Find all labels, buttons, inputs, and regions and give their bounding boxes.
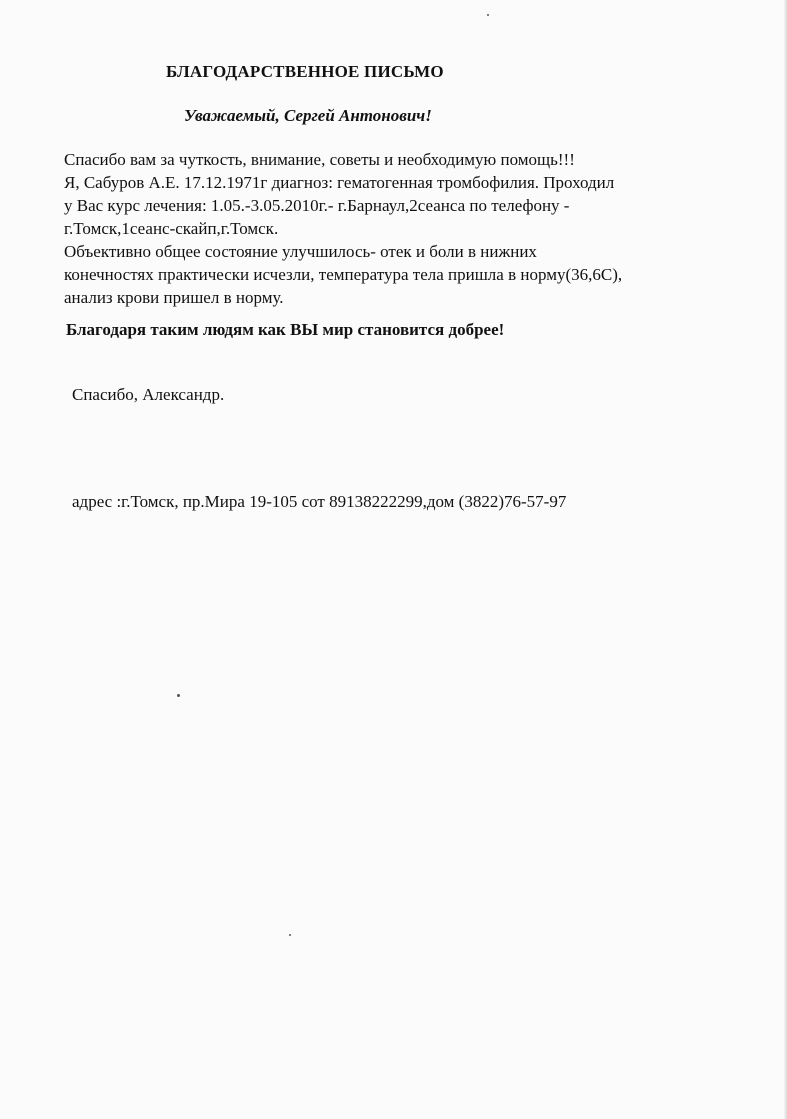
body-line: Объективно общее состояние улучшилось- отек и боли в нижних — [64, 242, 537, 261]
letter-body — [64, 148, 744, 309]
scan-speck — [487, 14, 489, 16]
closing-signature: Спасибо, Александр. — [72, 385, 225, 404]
contact-address: адрес :г.Томск, пр.Мира 19-105 сот 89138222299,дом (3822)76-57-97 — [72, 492, 567, 511]
body-line: Спасибо вам за чуткость, внимание, советы и необходимую помощь!!! — [64, 150, 575, 169]
letter-title: БЛАГОДАРСТВЕННОЕ ПИСЬМО — [166, 62, 444, 81]
highlight-statement: Благодаря таким людям как ВЫ мир становится добрее! — [66, 320, 505, 339]
scan-speck — [289, 934, 291, 936]
salutation: Уважаемый, Сергей Антонович! — [184, 106, 432, 125]
body-line: анализ крови пришел в норму. — [64, 288, 284, 307]
body-line: Я, Сабуров А.Е. 17.12.1971г диагноз: гематогенная тромбофилия. Проходил — [64, 173, 615, 192]
body-line: у Вас курс лечения: 1.05.-3.05.2010г.- г.Барнаул,2сеанса по телефону - — [64, 196, 570, 215]
scan-speck — [177, 694, 180, 697]
body-line: г.Томск,1сеанс-скайп,г.Томск. — [64, 219, 279, 238]
body-line: конечностях практически исчезли, температура тела пришла в норму(36,6С), — [64, 265, 623, 284]
